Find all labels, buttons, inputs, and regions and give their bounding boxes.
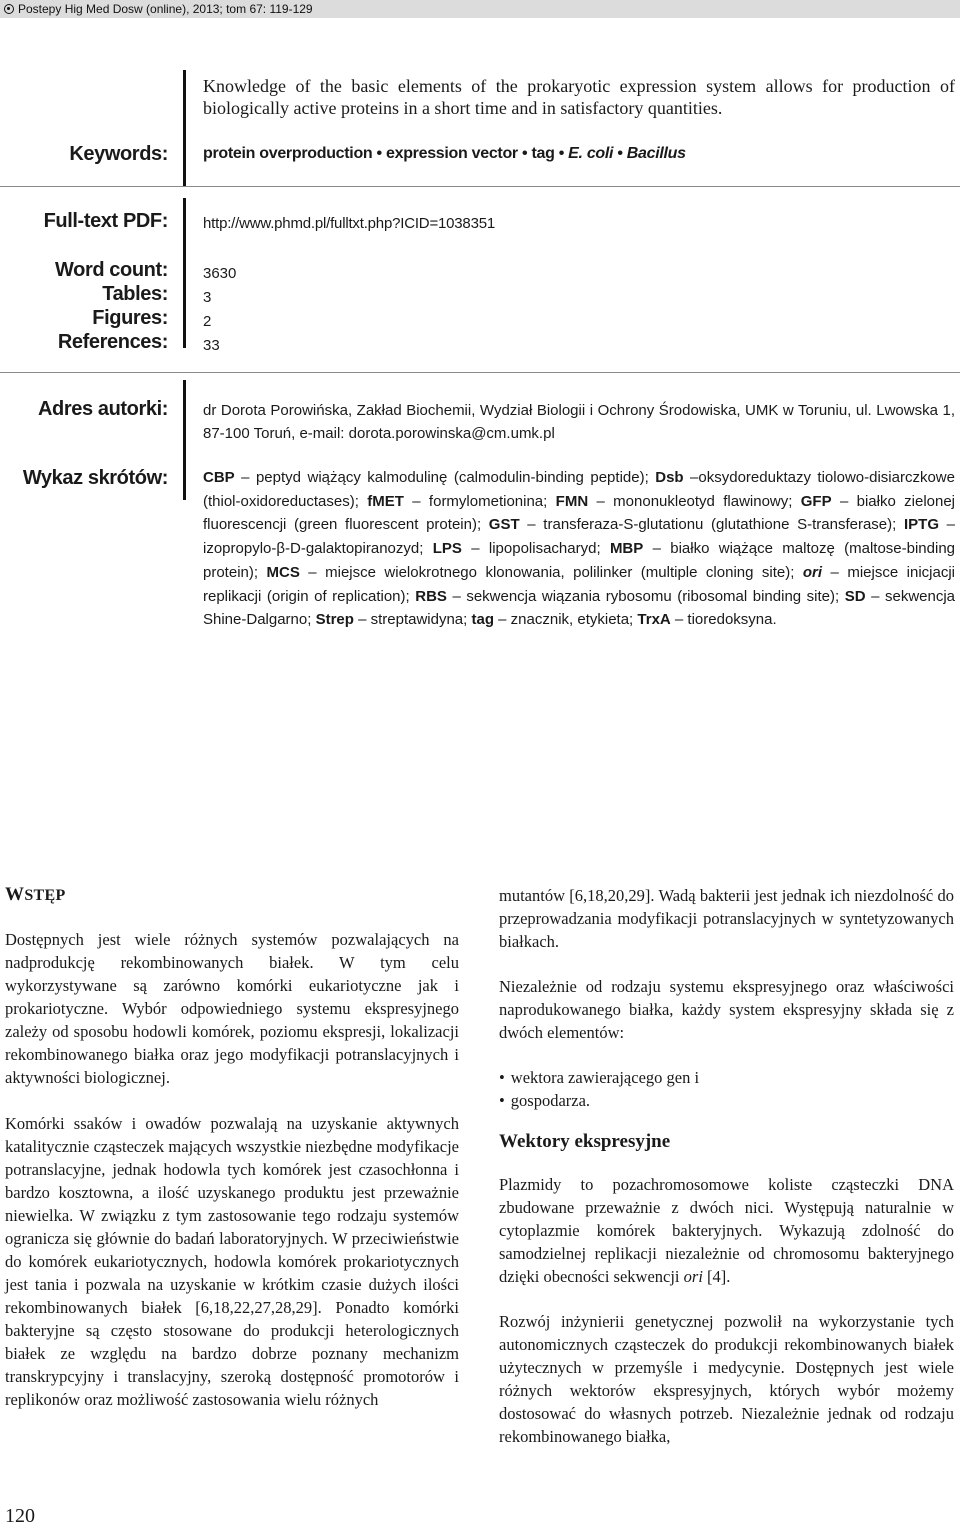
journal-header (0, 0, 960, 18)
keyword-separator: • (517, 145, 532, 162)
keywords-label: Keywords: (69, 143, 168, 165)
abbr-term: TrxA (637, 611, 671, 629)
figures-value: 2 (203, 313, 212, 330)
abbr-item (203, 469, 655, 486)
wordcount-value: 3630 (203, 265, 237, 282)
keyword: E. coli (568, 145, 614, 162)
list-item: • gospodarza. (499, 1089, 954, 1112)
abbr-term: CBP (203, 469, 235, 486)
paragraph: Komórki ssaków i owadów pozwalają na uzyskanie aktywnych katalitycznie cząsteczek mających wszystkie niezbędne modyfikacje potranslacyjne, jednak hodowla tych komórek jest czasochłonna i bardzo kosztowna, a ilość uzyskanego produktu jest przeważnie niewielka. W związku z tym zastosowanie tego rodzaju systemów ogranicza się głównie do badań laboratoryjnych. W przeciwieństwie do komórek eukariotycznych, hodowla komórek prokariotycznych jest tania i pozwala na uzyskanie w krótkim czasie dużych ilości rekombinowanych białek [6,18,22,27,28,29]. Ponadto komórki bakteryjne są często stosowane do produkcji heterologicznych białek ze względu na bardzo dobrze poznany mechanizm transkrypcyjny i translacyjny, szeroką dostępność promotorów i replikonów oraz możliwość zastosowania wielu różnych (5, 1114, 459, 1409)
abbr-item (316, 611, 472, 628)
abbreviations-list (203, 466, 955, 632)
abbr-definition: – znacznik, etykieta; (493, 611, 638, 629)
journal-logo-icon (4, 4, 14, 14)
abbr-definition: –oksydoreduktazy tiolowo-disiarczkowe (thiol-oxidoreductases); (203, 469, 955, 510)
abbr-term: Strep (315, 611, 354, 629)
keyword: protein overproduction (203, 145, 373, 162)
abbr-definition: – peptyd wiążący kalmodulinę (calmodulin-binding peptide); (234, 469, 656, 486)
page-number: 120 (5, 1505, 35, 1527)
abbr-definition: – streptawidyna; (353, 611, 472, 629)
abbr-term: ori (802, 563, 823, 581)
abbreviations-label: Wykaz skrótów: (22, 467, 168, 489)
keywords-list (203, 145, 686, 163)
paragraph-text: [4]. (702, 1267, 731, 1286)
separator-line-2 (0, 372, 960, 373)
fulltext-link[interactable]: http://www.phmd.pl/fulltxt.php?ICID=1038351 (203, 215, 495, 232)
vertical-rule-info (183, 198, 186, 348)
abbr-definition: – sekwencja Shine-Dalgarno; (203, 587, 956, 629)
bullet-list (499, 1066, 954, 1112)
author-address: dr Dorota Porowińska, Zakład Biochemii, Wydział Biologii i Ochrony Środowiska, UMK w Toruniu, ul. Lwowska 1, 87-100 Toruń, e-mail: dorota.porowinska@cm.umk.pl (203, 402, 955, 442)
vertical-rule-address (183, 380, 186, 500)
abbr-item (471, 611, 637, 628)
abbr-item (433, 540, 610, 557)
abbr-term: GFP (800, 492, 832, 510)
section-heading-initial: W (5, 884, 25, 905)
tables-label: Tables: (102, 283, 168, 305)
abbr-term: fMET (367, 492, 404, 510)
vertical-rule-top (183, 70, 186, 186)
abbr-term: MCS (266, 563, 300, 581)
abbr-definition: – miejsce inicjacji replikacji (origin of replication); (203, 563, 955, 605)
abbr-item (637, 611, 776, 628)
abbr-item (415, 588, 844, 605)
paragraph-text: Plazmidy to pozachromosomowe koliste cząsteczki DNA zbudowane przeważnie z dwóch nici. Występują naturalnie w cytoplazmie komórek bakteryjnych. Wykazują zdolność do samodzielnej replikacji niezależnie od chromosomu bakteryjnego dzięki obecności sekwencji (499, 1175, 954, 1286)
paragraph: Dostępnych jest wiele różnych systemów pozwalających na nadprodukcję rekombinowanych białek. W tym celu wykorzystywane są zarówno komórki eukariotyczne jak i prokariotyczne. Wybór odpowiedniego systemu ekspresyjnego zależy od sposobu hodowli komórek, poziomu ekspresji, lokalizacji rekombinowanego białka oraz jego modyfikacji potranslacyjnych i aktywności biologicznej. (5, 930, 459, 1087)
abstract-text: Knowledge of the basic elements of the prokaryotic expression system allows for production of biologically active proteins in a short time and in satisfactory quantities. (203, 76, 955, 118)
abbr-term: IPTG (903, 516, 939, 534)
tables-value: 3 (203, 289, 212, 306)
abbr-item (489, 516, 904, 533)
abbr-term: LPS (432, 540, 462, 558)
abbr-term: tag (471, 611, 494, 629)
keyword-separator: • (372, 145, 386, 162)
abbr-definition: – białko wiążące maltozę (maltose-binding protein); (203, 540, 956, 581)
abbr-term: FMN (555, 492, 589, 510)
paragraph: Rozwój inżynierii genetycznej pozwolił na wykorzystanie tych autonomicznych cząsteczek do produkcji rekombinowanych białek użytecznych w przemyśle i medycynie. Dostępnych jest wiele różnych wektorów ekspresyjnych, których wybór możemy dostosować do własnych potrzeb. Niezależnie jednak od rodzaju rekombinowanego białka, (499, 1312, 954, 1446)
separator-line-1 (0, 186, 960, 187)
abbr-definition: – sekwencja wiązania rybosomu (ribosomal binding site); (446, 587, 845, 605)
references-label: References: (57, 331, 168, 353)
paragraph-italic-term: ori (683, 1267, 703, 1286)
subheading-wektory: Wektory ekspresyjne (499, 1131, 671, 1152)
paragraph: mutantów [6,18,20,29]. Wadą bakterii jest jednak ich niezdolność do przeprowadzania modyfikacji potranslacyjnych w syntetyzowanych białkach. (499, 886, 954, 951)
article-stats (203, 262, 236, 358)
journal-citation: Postepy Hig Med Dosw (online), 2013; tom 67: 119-129 (18, 2, 313, 16)
paragraph: Niezależnie od rodzaju systemu ekspresyjnego oraz właściwości naprodukowanego białka, każdy system ekspresyjny składa się z dwóch elementów: (499, 977, 954, 1042)
abbr-term: MBP (609, 540, 644, 558)
abbr-item (267, 564, 803, 581)
abbr-term: SD (844, 587, 866, 605)
abbr-definition: – izopropylo-β-D-galaktopiranozyd; (203, 516, 956, 558)
abbr-definition: – lipopolisacharyd; (461, 540, 610, 558)
abbr-term: GST (488, 516, 520, 534)
keyword-separator: • (613, 145, 627, 162)
abbr-term: RBS (415, 587, 447, 605)
abbr-definition: – białko zielonej fluorescencji (green fluorescent protein); (203, 492, 956, 534)
fulltext-label: Full-text PDF: (43, 210, 168, 232)
references-value: 33 (203, 337, 220, 354)
abbr-definition: – mononukleotyd flawinowy; (588, 492, 801, 510)
section-heading-wstep (5, 884, 66, 906)
section-heading-rest: STĘP (24, 887, 66, 904)
address-label: Adres autorki: (38, 398, 168, 420)
keyword: Bacillus (626, 145, 686, 162)
abbr-term: Dsb (655, 469, 684, 486)
abbr-definition: – miejsce wielokrotnego klonowania, polilinker (multiple cloning site); (299, 563, 803, 581)
keyword: expression vector (386, 145, 518, 162)
keyword: tag (531, 145, 555, 162)
paragraph (499, 1173, 954, 1288)
abbr-definition: – formylometionina; (403, 492, 556, 510)
keyword-separator: • (554, 145, 569, 162)
body-column-right (499, 884, 954, 1448)
abbr-item (367, 493, 555, 510)
abbr-definition: – tioredoksyna. (670, 611, 777, 629)
wordcount-label: Word count: (55, 259, 168, 281)
list-item: • wektora zawierającego gen i (499, 1066, 954, 1089)
body-column-left (5, 928, 459, 1411)
abbr-definition: – transferaza-S-glutationu (glutathione S-transferase); (519, 516, 904, 534)
figures-label: Figures: (92, 307, 168, 329)
abbr-item (556, 493, 801, 510)
